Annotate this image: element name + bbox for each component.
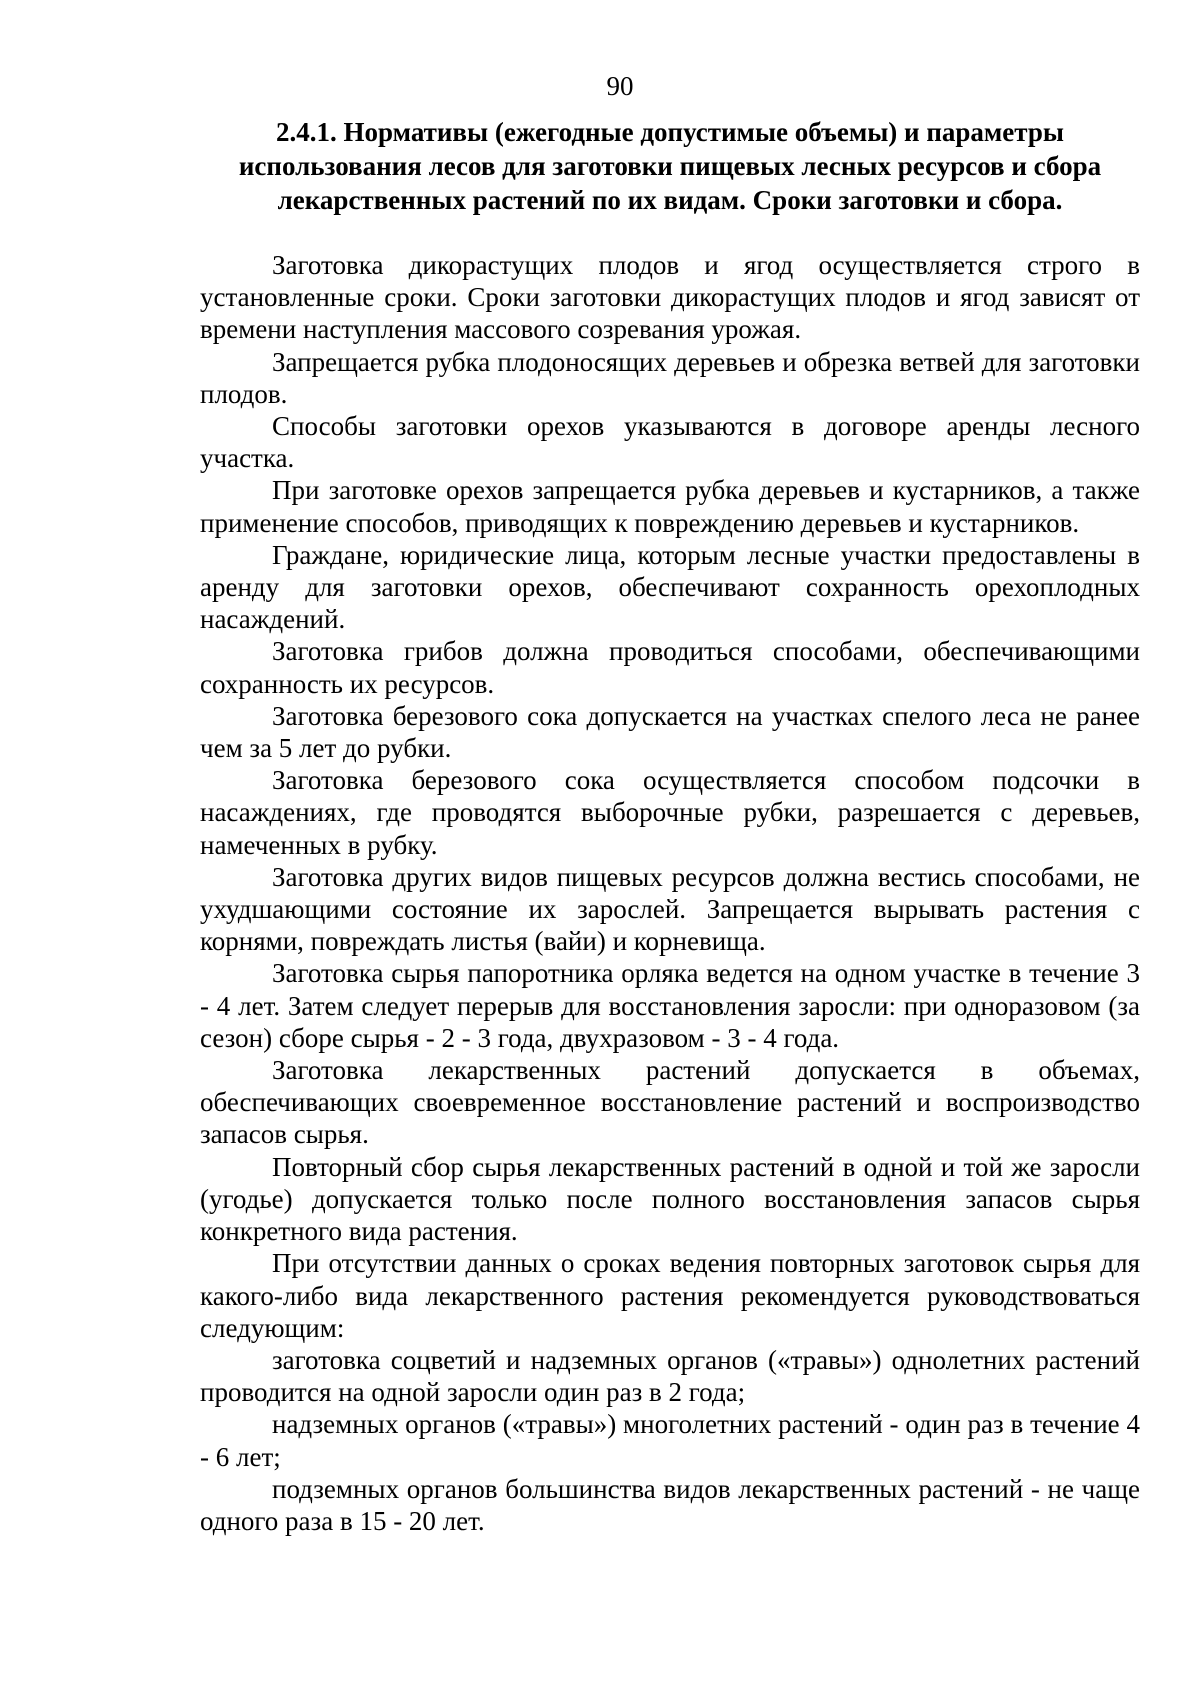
- heading-line: лекарственных растений по их видам. Сроки заготовки и сбора.: [277, 185, 1063, 215]
- paragraph: Заготовка березового сока осуществляется способом подсочки в насаждениях, где проводятся выборочные рубки, разрешается с деревьев, намеченных в рубку.: [200, 765, 1140, 860]
- paragraph: Заготовка сырья папоротника орляка ведется на одном участке в течение 3 - 4 лет. Затем следует перерыв для восстановления заросли: при одноразовом (за сезон) сборе сырья - 2 - 3 года, двухразовом - 3 - 4 года.: [200, 958, 1140, 1053]
- section-heading: [200, 115, 1140, 217]
- paragraph: Заготовка других видов пищевых ресурсов должна вестись способами, не ухудшающими состояние их зарослей. Запрещается вырывать растения с корнями, повреждать листья (вайи) и корневища.: [200, 861, 1140, 957]
- paragraph: Заготовка березового сока допускается на участках спелого леса не ранее чем за 5 лет до рубки.: [200, 700, 1140, 764]
- paragraph: Заготовка лекарственных растений допускается в объемах, обеспечивающих своевременное восстановление растений и воспроизводство запасов сырья.: [200, 1055, 1140, 1150]
- paragraph: подземных органов большинства видов лекарственных растений - не чаще одного раза в 15 - 20 лет.: [200, 1473, 1140, 1536]
- heading-line: 2.4.1. Нормативы (ежегодные допустимые объемы) и параметры: [276, 117, 1064, 147]
- paragraph: Заготовка дикорастущих плодов и ягод осуществляется строго в установленные сроки. Сроки заготовки дикорастущих плодов и ягод зависят от времени наступления массового созревания урожая.: [200, 250, 1140, 345]
- paragraph: Повторный сбор сырья лекарственных растений в одной и той же заросли (угодье) допускается только после полного восстановления запасов сырья конкретного вида растения.: [200, 1151, 1140, 1247]
- paragraph: Запрещается рубка плодоносящих деревьев и обрезка ветвей для заготовки плодов.: [200, 346, 1140, 409]
- paragraph: Способы заготовки орехов указываются в договоре аренды лесного участка.: [200, 411, 1140, 474]
- paragraph: надземных органов («травы») многолетних растений - один раз в течение 4 - 6 лет;: [200, 1409, 1140, 1472]
- page-number: 90: [606, 71, 634, 101]
- paragraph: Граждане, юридические лица, которым лесные участки предоставлены в аренду для заготовки орехов, обеспечивают сохранность орехоплодных насаждений.: [200, 539, 1140, 635]
- paragraph: Заготовка грибов должна проводиться способами, обеспечивающими сохранность их ресурсов.: [200, 636, 1140, 699]
- heading-line: использования лесов для заготовки пищевых лесных ресурсов и сбора: [238, 151, 1102, 181]
- paragraph: заготовка соцветий и надземных органов («травы») однолетних растений проводится на одной заросли один раз в 2 года;: [200, 1344, 1140, 1408]
- paragraph: При отсутствии данных о сроках ведения повторных заготовок сырья для какого-либо вида лекарственного растения рекомендуется руководствоваться следующим:: [200, 1248, 1140, 1343]
- body-text: [200, 249, 1140, 1537]
- paragraph: При заготовке орехов запрещается рубка деревьев и кустарников, а также применение способов, приводящих к повреждению деревьев и кустарников.: [200, 475, 1140, 538]
